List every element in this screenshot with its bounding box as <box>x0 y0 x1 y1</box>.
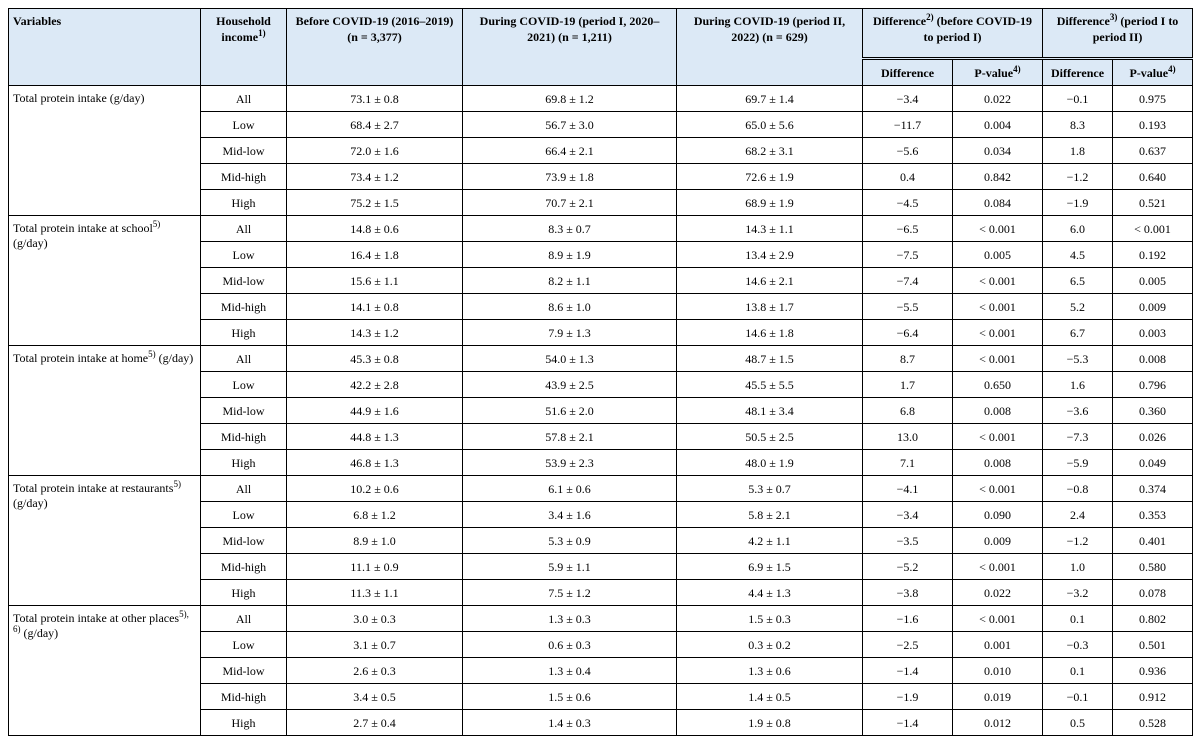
cell-pvalue-2: 0.912 <box>1113 684 1193 710</box>
cell-before-covid: 44.9 ± 1.6 <box>287 398 463 424</box>
cell-pvalue-2: 0.078 <box>1113 580 1193 606</box>
cell-household-income: High <box>201 580 287 606</box>
table-row <box>9 606 1193 632</box>
header-difference-before-to-period-1: Difference$^{2)}$ (before COVID-19 to period I) <box>863 9 1043 59</box>
cell-before-covid: 2.7 ± 0.4 <box>287 710 463 736</box>
cell-household-income: All <box>201 476 287 502</box>
cell-period-2: 4.4 ± 1.3 <box>677 580 863 606</box>
cell-household-income: High <box>201 450 287 476</box>
cell-pvalue-2: 0.192 <box>1113 242 1193 268</box>
cell-pvalue-2: 0.640 <box>1113 164 1193 190</box>
cell-period-2: 65.0 ± 5.6 <box>677 112 863 138</box>
subheader-pvalue-1: P-value$^{4)}$ <box>953 59 1043 86</box>
cell-difference-1: −11.7 <box>863 112 953 138</box>
cell-household-income: Low <box>201 502 287 528</box>
cell-pvalue-1: 0.004 <box>953 112 1043 138</box>
cell-period-1: 1.3 ± 0.4 <box>463 658 677 684</box>
cell-period-1: 56.7 ± 3.0 <box>463 112 677 138</box>
cell-period-1: 51.6 ± 2.0 <box>463 398 677 424</box>
cell-pvalue-1: 0.022 <box>953 580 1043 606</box>
cell-difference-1: 7.1 <box>863 450 953 476</box>
subheader-difference-1: Difference <box>863 59 953 86</box>
cell-before-covid: 73.1 ± 0.8 <box>287 86 463 112</box>
cell-household-income: Mid-high <box>201 164 287 190</box>
cell-period-1: 7.5 ± 1.2 <box>463 580 677 606</box>
cell-before-covid: 45.3 ± 0.8 <box>287 346 463 372</box>
protein-intake-table <box>8 8 1193 736</box>
variable-footnote: 5) <box>152 219 161 229</box>
cell-pvalue-2: 0.360 <box>1113 398 1193 424</box>
cell-difference-1: 0.4 <box>863 164 953 190</box>
cell-household-income: Low <box>201 632 287 658</box>
cell-before-covid: 14.3 ± 1.2 <box>287 320 463 346</box>
cell-before-covid: 3.1 ± 0.7 <box>287 632 463 658</box>
cell-household-income: Mid-low <box>201 138 287 164</box>
header-difference-period-1-to-2: Difference$^{3)}$ (period I to period II) <box>1043 9 1193 59</box>
cell-period-1: 54.0 ± 1.3 <box>463 346 677 372</box>
cell-difference-2: 1.0 <box>1043 554 1113 580</box>
header-during-period-2: During COVID-19 (period II, 2022) (n = 629) <box>677 9 863 86</box>
cell-household-income: High <box>201 320 287 346</box>
cell-period-1: 70.7 ± 2.1 <box>463 190 677 216</box>
cell-period-1: 43.9 ± 2.5 <box>463 372 677 398</box>
cell-difference-2: −1.9 <box>1043 190 1113 216</box>
cell-difference-2: −7.3 <box>1043 424 1113 450</box>
cell-pvalue-2: 0.580 <box>1113 554 1193 580</box>
cell-difference-1: 1.7 <box>863 372 953 398</box>
table-header <box>9 9 1193 86</box>
cell-period-1: 7.9 ± 1.3 <box>463 320 677 346</box>
cell-household-income: Mid-high <box>201 424 287 450</box>
cell-period-2: 13.4 ± 2.9 <box>677 242 863 268</box>
cell-pvalue-1: 0.010 <box>953 658 1043 684</box>
cell-difference-2: −0.8 <box>1043 476 1113 502</box>
cell-difference-1: −3.4 <box>863 86 953 112</box>
cell-period-1: 1.4 ± 0.3 <box>463 710 677 736</box>
cell-pvalue-2: 0.936 <box>1113 658 1193 684</box>
cell-difference-1: −5.6 <box>863 138 953 164</box>
cell-difference-1: −4.1 <box>863 476 953 502</box>
cell-pvalue-2: 0.008 <box>1113 346 1193 372</box>
cell-period-2: 14.3 ± 1.1 <box>677 216 863 242</box>
cell-pvalue-1: 0.008 <box>953 450 1043 476</box>
cell-pvalue-2: 0.501 <box>1113 632 1193 658</box>
cell-household-income: Mid-high <box>201 684 287 710</box>
cell-household-income: Low <box>201 112 287 138</box>
cell-difference-1: −3.5 <box>863 528 953 554</box>
cell-pvalue-1: < 0.001 <box>953 294 1043 320</box>
cell-period-1: 57.8 ± 2.1 <box>463 424 677 450</box>
cell-before-covid: 14.1 ± 0.8 <box>287 294 463 320</box>
cell-difference-1: −1.4 <box>863 658 953 684</box>
variable-footnote: 5) <box>173 479 181 489</box>
cell-before-covid: 16.4 ± 1.8 <box>287 242 463 268</box>
cell-period-1: 66.4 ± 2.1 <box>463 138 677 164</box>
cell-difference-1: 13.0 <box>863 424 953 450</box>
cell-before-covid: 73.4 ± 1.2 <box>287 164 463 190</box>
cell-period-1: 53.9 ± 2.3 <box>463 450 677 476</box>
cell-period-1: 8.9 ± 1.9 <box>463 242 677 268</box>
cell-difference-2: 6.0 <box>1043 216 1113 242</box>
cell-before-covid: 2.6 ± 0.3 <box>287 658 463 684</box>
cell-difference-1: −4.5 <box>863 190 953 216</box>
table-container <box>8 8 1192 736</box>
cell-period-2: 50.5 ± 2.5 <box>677 424 863 450</box>
cell-before-covid: 46.8 ± 1.3 <box>287 450 463 476</box>
cell-period-2: 1.9 ± 0.8 <box>677 710 863 736</box>
cell-difference-1: 6.8 <box>863 398 953 424</box>
cell-period-2: 48.0 ± 1.9 <box>677 450 863 476</box>
cell-difference-2: 6.7 <box>1043 320 1113 346</box>
cell-pvalue-1: 0.842 <box>953 164 1043 190</box>
cell-difference-1: −2.5 <box>863 632 953 658</box>
cell-pvalue-1: 0.005 <box>953 242 1043 268</box>
cell-difference-1: −7.4 <box>863 268 953 294</box>
cell-difference-1: −1.6 <box>863 606 953 632</box>
cell-difference-2: −5.9 <box>1043 450 1113 476</box>
variable-footnote: 5), 6) <box>13 609 189 634</box>
cell-pvalue-1: 0.090 <box>953 502 1043 528</box>
cell-period-2: 68.2 ± 3.1 <box>677 138 863 164</box>
header-household-income: Household income$^{1)}$ <box>201 9 287 86</box>
variable-label <box>9 346 201 476</box>
cell-difference-1: −3.4 <box>863 502 953 528</box>
variable-name: Total protein intake at home <box>13 351 149 365</box>
subheader-difference-2: Difference <box>1043 59 1113 86</box>
cell-before-covid: 72.0 ± 1.6 <box>287 138 463 164</box>
cell-household-income: All <box>201 216 287 242</box>
cell-period-1: 8.3 ± 0.7 <box>463 216 677 242</box>
cell-household-income: Mid-low <box>201 268 287 294</box>
cell-period-1: 69.8 ± 1.2 <box>463 86 677 112</box>
cell-period-2: 5.8 ± 2.1 <box>677 502 863 528</box>
cell-pvalue-1: 0.012 <box>953 710 1043 736</box>
cell-difference-1: −6.5 <box>863 216 953 242</box>
cell-difference-2: 1.6 <box>1043 372 1113 398</box>
header-during-period-1: During COVID-19 (period I, 2020–2021) (n = 1,211) <box>463 9 677 86</box>
cell-pvalue-2: 0.003 <box>1113 320 1193 346</box>
variable-unit: (g/day) <box>13 236 48 250</box>
cell-household-income: Low <box>201 372 287 398</box>
cell-period-1: 1.5 ± 0.6 <box>463 684 677 710</box>
cell-difference-2: −3.2 <box>1043 580 1113 606</box>
cell-pvalue-1: 0.022 <box>953 86 1043 112</box>
cell-difference-2: 1.8 <box>1043 138 1113 164</box>
cell-pvalue-2: 0.009 <box>1113 294 1193 320</box>
cell-pvalue-2: 0.193 <box>1113 112 1193 138</box>
variable-footnote: 5) <box>148 349 156 359</box>
cell-household-income: All <box>201 346 287 372</box>
cell-household-income: High <box>201 710 287 736</box>
variable-unit: (g/day) <box>20 626 59 640</box>
cell-period-2: 14.6 ± 2.1 <box>677 268 863 294</box>
cell-pvalue-2: 0.796 <box>1113 372 1193 398</box>
variable-name: Total protein intake (g/day) <box>13 91 145 105</box>
cell-before-covid: 10.2 ± 0.6 <box>287 476 463 502</box>
cell-period-1: 3.4 ± 1.6 <box>463 502 677 528</box>
variable-label <box>9 216 201 346</box>
cell-period-2: 69.7 ± 1.4 <box>677 86 863 112</box>
cell-household-income: Mid-low <box>201 658 287 684</box>
variable-label <box>9 86 201 216</box>
cell-pvalue-2: 0.975 <box>1113 86 1193 112</box>
cell-pvalue-1: 0.001 <box>953 632 1043 658</box>
cell-pvalue-2: 0.049 <box>1113 450 1193 476</box>
cell-household-income: Low <box>201 242 287 268</box>
cell-difference-1: −6.4 <box>863 320 953 346</box>
cell-before-covid: 6.8 ± 1.2 <box>287 502 463 528</box>
cell-before-covid: 11.3 ± 1.1 <box>287 580 463 606</box>
cell-period-2: 4.2 ± 1.1 <box>677 528 863 554</box>
cell-difference-2: −0.1 <box>1043 684 1113 710</box>
cell-period-2: 68.9 ± 1.9 <box>677 190 863 216</box>
variable-unit: (g/day) <box>13 496 48 510</box>
cell-before-covid: 44.8 ± 1.3 <box>287 424 463 450</box>
subheader-pvalue-2: P-value$^{4)}$ <box>1113 59 1193 86</box>
cell-pvalue-2: 0.026 <box>1113 424 1193 450</box>
cell-difference-1: 8.7 <box>863 346 953 372</box>
variable-unit: (g/day) <box>155 351 194 365</box>
cell-pvalue-2: 0.374 <box>1113 476 1193 502</box>
cell-period-1: 5.3 ± 0.9 <box>463 528 677 554</box>
cell-pvalue-1: 0.019 <box>953 684 1043 710</box>
cell-difference-2: −1.2 <box>1043 164 1113 190</box>
cell-before-covid: 75.2 ± 1.5 <box>287 190 463 216</box>
cell-pvalue-1: 0.650 <box>953 372 1043 398</box>
cell-pvalue-2: 0.401 <box>1113 528 1193 554</box>
variable-label <box>9 476 201 606</box>
cell-difference-1: −5.2 <box>863 554 953 580</box>
cell-before-covid: 11.1 ± 0.9 <box>287 554 463 580</box>
cell-before-covid: 14.8 ± 0.6 <box>287 216 463 242</box>
variable-name: Total protein intake at restaurants <box>13 481 174 495</box>
cell-difference-2: 5.2 <box>1043 294 1113 320</box>
cell-period-1: 6.1 ± 0.6 <box>463 476 677 502</box>
cell-difference-2: 6.5 <box>1043 268 1113 294</box>
cell-period-2: 1.4 ± 0.5 <box>677 684 863 710</box>
cell-pvalue-1: 0.084 <box>953 190 1043 216</box>
cell-pvalue-2: < 0.001 <box>1113 216 1193 242</box>
variable-name: Total protein intake at other places <box>13 611 180 625</box>
cell-period-2: 14.6 ± 1.8 <box>677 320 863 346</box>
cell-difference-2: −3.6 <box>1043 398 1113 424</box>
cell-period-1: 73.9 ± 1.8 <box>463 164 677 190</box>
cell-pvalue-2: 0.802 <box>1113 606 1193 632</box>
cell-difference-2: −5.3 <box>1043 346 1113 372</box>
cell-difference-1: −5.5 <box>863 294 953 320</box>
cell-household-income: All <box>201 606 287 632</box>
cell-household-income: All <box>201 86 287 112</box>
cell-household-income: Mid-high <box>201 294 287 320</box>
variable-name: Total protein intake at school <box>13 221 153 235</box>
cell-before-covid: 3.0 ± 0.3 <box>287 606 463 632</box>
cell-period-1: 8.2 ± 1.1 <box>463 268 677 294</box>
cell-pvalue-1: < 0.001 <box>953 424 1043 450</box>
cell-difference-1: −7.5 <box>863 242 953 268</box>
cell-period-2: 6.9 ± 1.5 <box>677 554 863 580</box>
cell-before-covid: 68.4 ± 2.7 <box>287 112 463 138</box>
cell-pvalue-2: 0.521 <box>1113 190 1193 216</box>
cell-before-covid: 42.2 ± 2.8 <box>287 372 463 398</box>
cell-pvalue-1: < 0.001 <box>953 476 1043 502</box>
header-variables: Variables <box>9 9 201 86</box>
cell-period-2: 1.5 ± 0.3 <box>677 606 863 632</box>
cell-household-income: Mid-low <box>201 528 287 554</box>
cell-pvalue-1: < 0.001 <box>953 216 1043 242</box>
table-row <box>9 346 1193 372</box>
table-body <box>9 86 1193 736</box>
cell-period-2: 45.5 ± 5.5 <box>677 372 863 398</box>
cell-before-covid: 3.4 ± 0.5 <box>287 684 463 710</box>
cell-difference-2: 8.3 <box>1043 112 1113 138</box>
header-before-covid: Before COVID-19 (2016–2019) (n = 3,377) <box>287 9 463 86</box>
cell-difference-2: −0.1 <box>1043 86 1113 112</box>
cell-difference-2: 4.5 <box>1043 242 1113 268</box>
cell-period-2: 72.6 ± 1.9 <box>677 164 863 190</box>
cell-difference-2: 0.1 <box>1043 606 1113 632</box>
cell-pvalue-1: 0.034 <box>953 138 1043 164</box>
cell-pvalue-2: 0.528 <box>1113 710 1193 736</box>
cell-difference-2: −0.3 <box>1043 632 1113 658</box>
cell-period-1: 0.6 ± 0.3 <box>463 632 677 658</box>
cell-pvalue-2: 0.637 <box>1113 138 1193 164</box>
cell-period-2: 5.3 ± 0.7 <box>677 476 863 502</box>
cell-period-2: 1.3 ± 0.6 <box>677 658 863 684</box>
cell-difference-2: 0.1 <box>1043 658 1113 684</box>
cell-pvalue-2: 0.005 <box>1113 268 1193 294</box>
cell-difference-2: −1.2 <box>1043 528 1113 554</box>
table-row <box>9 86 1193 112</box>
cell-household-income: High <box>201 190 287 216</box>
cell-pvalue-1: 0.009 <box>953 528 1043 554</box>
cell-period-1: 5.9 ± 1.1 <box>463 554 677 580</box>
table-row <box>9 476 1193 502</box>
cell-pvalue-1: < 0.001 <box>953 320 1043 346</box>
table-row <box>9 216 1193 242</box>
cell-period-2: 48.7 ± 1.5 <box>677 346 863 372</box>
cell-before-covid: 8.9 ± 1.0 <box>287 528 463 554</box>
cell-pvalue-2: 0.353 <box>1113 502 1193 528</box>
cell-period-2: 13.8 ± 1.7 <box>677 294 863 320</box>
cell-difference-2: 0.5 <box>1043 710 1113 736</box>
cell-difference-1: −1.9 <box>863 684 953 710</box>
cell-difference-1: −1.4 <box>863 710 953 736</box>
cell-household-income: Mid-high <box>201 554 287 580</box>
cell-period-2: 0.3 ± 0.2 <box>677 632 863 658</box>
cell-period-2: 48.1 ± 3.4 <box>677 398 863 424</box>
cell-difference-2: 2.4 <box>1043 502 1113 528</box>
cell-difference-1: −3.8 <box>863 580 953 606</box>
variable-label <box>9 606 201 736</box>
cell-pvalue-1: < 0.001 <box>953 554 1043 580</box>
cell-pvalue-1: < 0.001 <box>953 606 1043 632</box>
cell-period-1: 8.6 ± 1.0 <box>463 294 677 320</box>
cell-pvalue-1: < 0.001 <box>953 268 1043 294</box>
cell-before-covid: 15.6 ± 1.1 <box>287 268 463 294</box>
cell-period-1: 1.3 ± 0.3 <box>463 606 677 632</box>
cell-pvalue-1: 0.008 <box>953 398 1043 424</box>
cell-pvalue-1: < 0.001 <box>953 346 1043 372</box>
cell-household-income: Mid-low <box>201 398 287 424</box>
